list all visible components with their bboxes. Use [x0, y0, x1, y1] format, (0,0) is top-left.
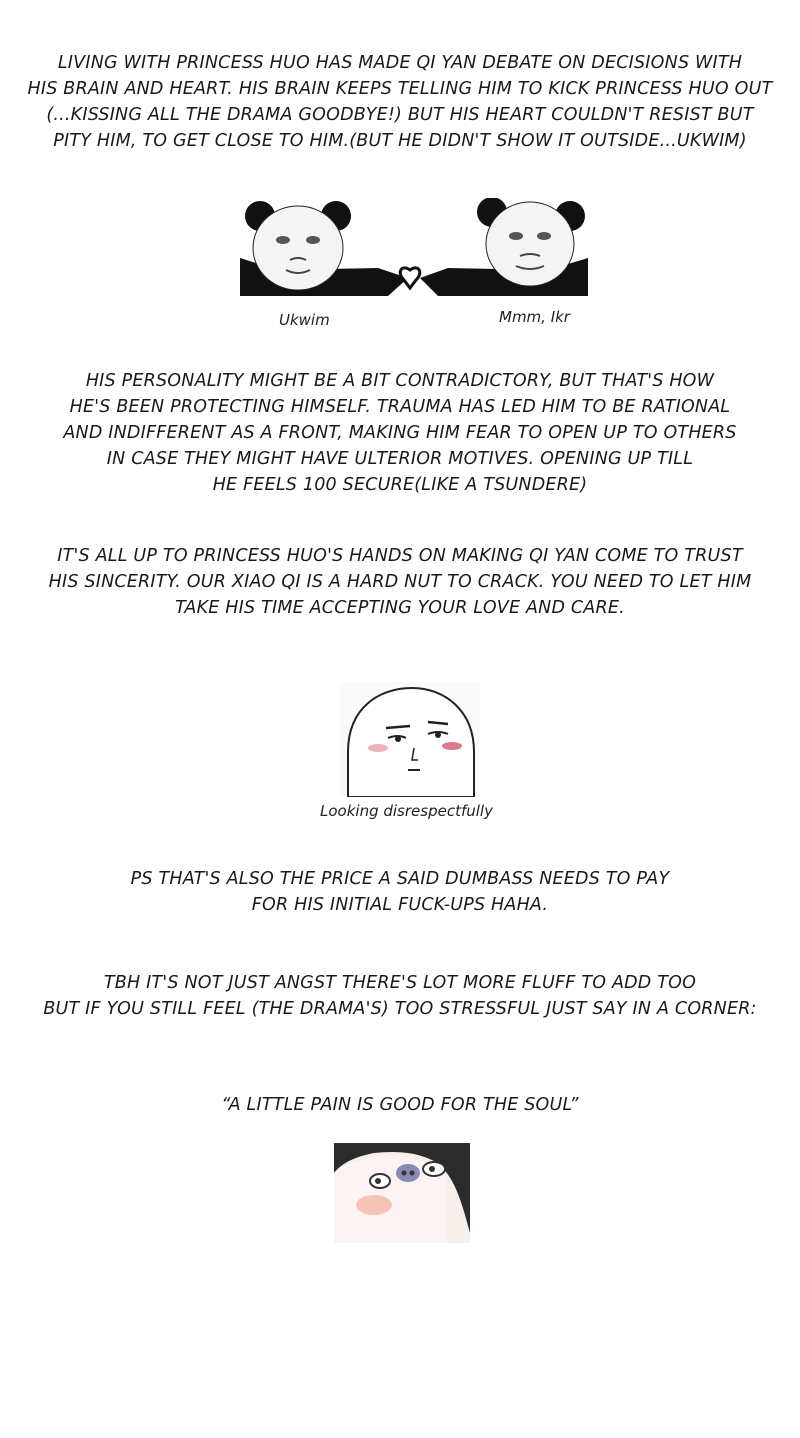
- text-line: FOR HIS INITIAL FUCK-UPS HAHA.: [251, 895, 549, 915]
- text-line: HIS SINCERITY. OUR XIAO QI IS A HARD NUT TO CRACK. YOU NEED TO LET HIM: [48, 572, 752, 592]
- paragraph-ps: [0, 866, 800, 918]
- panda-right-caption: Mmm, Ikr: [499, 308, 570, 326]
- quote-text: “A LITTLE PAIN IS GOOD FOR THE SOUL”: [221, 1095, 579, 1115]
- text-line: HIS BRAIN AND HEART. HIS BRAIN KEEPS TELLING HIM TO KICK PRINCESS HUO OUT: [27, 79, 773, 99]
- text-line: PS THAT'S ALSO THE PRICE A SAID DUMBASS NEEDS TO PAY: [130, 869, 670, 889]
- final-sticker: [334, 1143, 470, 1243]
- text-line: HE FEELS 100 SECURE(LIKE A TSUNDERE): [212, 475, 588, 495]
- pig-nose-face-sticker-icon: [334, 1143, 470, 1243]
- panda-left-caption: Ukwim: [279, 311, 330, 329]
- quote-line: [0, 1092, 800, 1118]
- text-line: LIVING WITH PRINCESS HUO HAS MADE QI YAN DEBATE ON DECISIONS WITH: [57, 53, 743, 73]
- text-line: HIS PERSONALITY MIGHT BE A BIT CONTRADICTORY, BUT THAT'S HOW: [85, 371, 715, 391]
- text-line: TAKE HIS TIME ACCEPTING YOUR LOVE AND CARE.: [175, 598, 625, 618]
- text-line: HE'S BEEN PROTECTING HIMSELF. TRAUMA HAS LED HIM TO BE RATIONAL: [69, 397, 731, 417]
- text-line: IN CASE THEY MIGHT HAVE ULTERIOR MOTIVES. OPENING UP TILL: [106, 449, 694, 469]
- ghost-caption: Looking disrespectfully: [320, 802, 493, 820]
- panda-heart-meme-icon: [238, 198, 590, 298]
- text-line: PITY HIM, TO GET CLOSE TO HIM.(BUT HE DIDN'T SHOW IT OUTSIDE...UKWIM): [53, 131, 747, 151]
- paragraph-tbh: [0, 970, 800, 1022]
- text-line: BUT IF YOU STILL FEEL (THE DRAMA'S) TOO STRESSFUL JUST SAY IN A CORNER:: [43, 999, 757, 1019]
- paragraph-personality: [0, 368, 800, 498]
- text-line: (...KISSING ALL THE DRAMA GOODBYE!) BUT HIS HEART COULDN'T RESIST BUT: [46, 105, 754, 125]
- text-line: AND INDIFFERENT AS A FRONT, MAKING HIM FEAR TO OPEN UP TO OTHERS: [63, 423, 737, 443]
- paragraph-trust: [0, 543, 800, 621]
- paragraph-intro: [0, 50, 800, 154]
- ghost-meme: [340, 682, 480, 797]
- panda-meme: [238, 198, 590, 298]
- ghost-face-meme-icon: [340, 682, 480, 797]
- text-line: IT'S ALL UP TO PRINCESS HUO'S HANDS ON MAKING QI YAN COME TO TRUST: [57, 546, 743, 566]
- text-line: TBH IT'S NOT JUST ANGST THERE'S LOT MORE FLUFF TO ADD TOO: [103, 973, 697, 993]
